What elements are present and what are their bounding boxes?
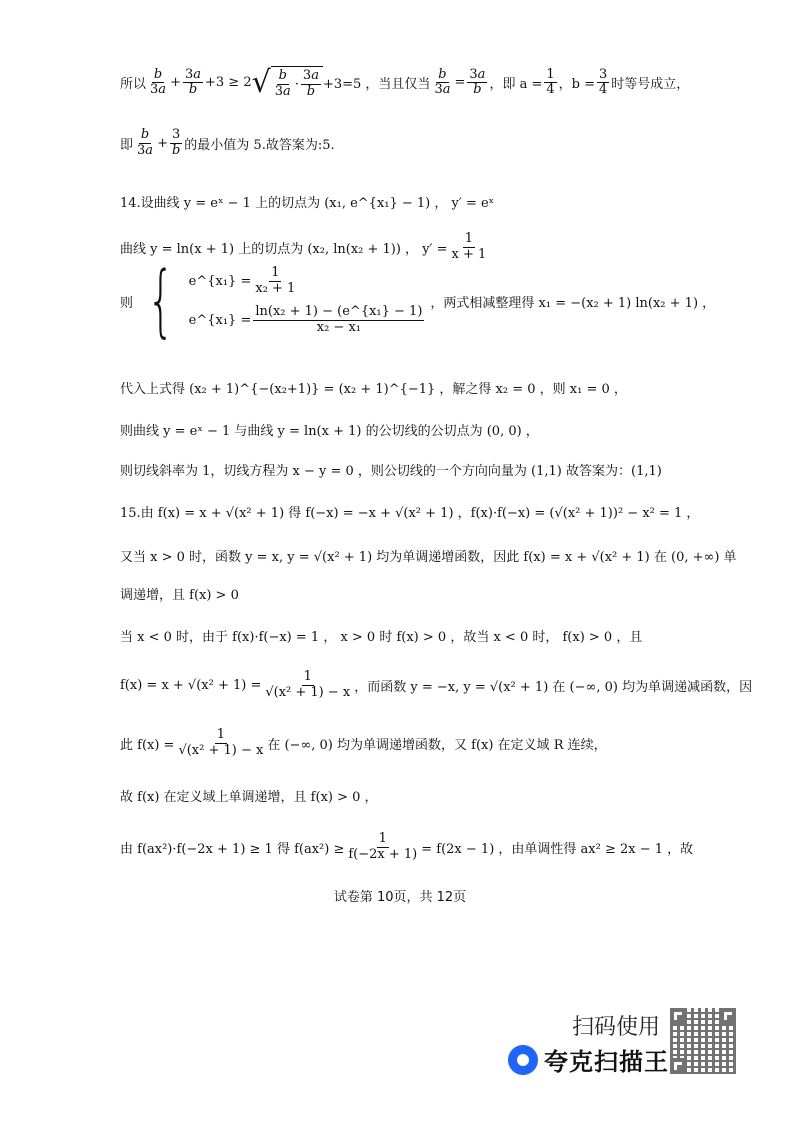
- fraction: $\frac{b}{3a}$: [434, 66, 451, 98]
- solution-line-12: 当 x < 0 时，由于 f(x)·f(−x) = 1 ， x > 0 时 f(x) > 0 ，故当 x < 0 时， f(x) > 0 ，且: [120, 630, 643, 645]
- fraction: $\frac{1}{\text{√(x² + 1) − x}}$: [265, 669, 351, 700]
- qr-code-icon: [670, 1008, 736, 1074]
- text: 时等号成立，: [611, 77, 690, 93]
- fraction: $\frac{3}{b}$: [171, 127, 181, 158]
- text: 则: [120, 295, 134, 311]
- text: ，b =: [558, 77, 595, 93]
- solution-line-7: 则曲线 y = eˣ − 1 与曲线 y = ln(x + 1) 的公切线的公切点为 (0, 0) ，: [120, 424, 539, 439]
- text: +3 ≥ 2: [205, 75, 252, 91]
- scanner-brand: [508, 1042, 669, 1077]
- text: f(x) = x + √(x² + 1) =: [120, 677, 262, 693]
- text: e^{x₁} =: [188, 274, 252, 290]
- scan-label: 扫码使用: [572, 1015, 661, 1040]
- solution-line-6: 代入上式得 (x₂ + 1)^{−(x₂+1)} = (x₂ + 1)^{−1} ，解之得 x₂ = 0 ，则 x₁ = 0 ，: [120, 382, 627, 397]
- left-brace: {: [147, 256, 175, 346]
- solution-line-16: [120, 832, 700, 863]
- solution-line-10: 又当 x > 0 时，函数 y = x, y = √(x² + 1) 均为单调递增函数，因此 f(x) = x + √(x² + 1) 在 (0, +∞) 单: [120, 550, 737, 565]
- solution-line-11: 调递增，且 f(x) > 0: [120, 588, 239, 603]
- text: 即: [120, 137, 134, 153]
- text: 曲线 y = ln(x + 1) 上的切点为 (x₂, ln(x₂ + 1)) ， y′ =: [120, 241, 448, 257]
- solution-line-14: [120, 728, 700, 759]
- text: 所以: [120, 77, 147, 93]
- page-footer: 试卷第 10页，共 12页: [333, 890, 467, 905]
- fraction: $\frac{1}{4}$: [546, 66, 555, 98]
- fraction: $\frac{3a}{b}$: [469, 66, 486, 98]
- text: 由 f(ax²)·f(−2x + 1) ≥ 1 得 f(ax²) ≥: [120, 841, 345, 857]
- fraction: $\frac{b}{3a}$: [137, 127, 154, 158]
- fraction: $\frac{1}{f(-2x + 1)}$: [348, 831, 418, 862]
- equation-system: [120, 256, 716, 346]
- solution-line-15: 故 f(x) 在定义域上单调递增，且 f(x) > 0 ，: [120, 790, 378, 805]
- solution-line-2: 即 $\frac{b}{3a}$ + $\frac{3}{b}$ 的最小值为 5.故答案为:5.: [120, 127, 335, 158]
- solution-line-3: 14.设曲线 y = eˣ − 1 上的切点为 (x₁, e^{x₁} − 1) ， y′ = eˣ: [120, 196, 495, 211]
- solution-line-4: [120, 232, 700, 263]
- text: 的最小值为 5.故答案为:5.: [184, 137, 335, 153]
- fraction: $\frac{1}{\text{x₂ + 1}}$: [255, 265, 296, 297]
- fraction: $\frac{\text{ln(x₂ + 1) − (e\textasciicircum{}\{x₁\} − 1)}}{\text{x₂ − x₁}}$: [255, 304, 423, 335]
- text: ，而函数 y = −x, y = √(x² + 1) 在 (−∞, 0) 均为单调递减函数，因: [354, 679, 753, 695]
- fraction: $\frac{1}{\text{√(x² + 1) − x}}$: [178, 727, 264, 758]
- solution-line-1: 所以 $\frac{b}{3a}$ + $\frac{3a}{b}$ +3 ≥ 2 √ $\frac{b}{3a}$ · $\frac{3a}{b}$ +3=5 ，当且仅当 $\frac{b}{3a}$ = $\frac{3a}{b}$ ，即 a = $\frac{1}{4}$ ，b = $\frac{3}{4}$ 时等号成立，: [120, 64, 690, 100]
- text: = f(2x − 1) ，由单调性得 ax² ≥ 2x − 1 ，故: [421, 841, 694, 857]
- text: 此 f(x) =: [120, 737, 175, 753]
- fraction: $\frac{b}{3a}$: [150, 66, 167, 98]
- sqrt-expression: √ $\frac{b}{3a}$ · $\frac{3a}{b}$: [252, 66, 323, 100]
- scanner-logo-icon: [508, 1045, 538, 1075]
- text: 在 (−∞, 0) 均为单调递增函数，又 f(x) 在定义域 R 连续，: [267, 737, 607, 753]
- text: ，两式相减整理得 x₁ = −(x₂ + 1) ln(x₂ + 1) ，: [430, 295, 716, 311]
- text: e^{x₁} =: [188, 312, 252, 328]
- text: ，即 a =: [489, 77, 543, 93]
- fraction: $\frac{3}{4}$: [599, 66, 608, 98]
- brand-name: 夸克扫描王: [544, 1048, 669, 1076]
- solution-line-8: 则切线斜率为 1，切线方程为 x − y = 0 ，则公切线的一个方向向量为 (1,1) 故答案为：(1,1): [120, 464, 662, 479]
- fraction: $\frac{3a}{b}$: [184, 66, 202, 98]
- solution-line-13: [120, 669, 753, 701]
- solution-line-9: 15.由 f(x) = x + √(x² + 1) 得 f(−x) = −x + √(x² + 1) ，f(x)·f(−x) = (√(x² + 1))² − x² = 1 ，: [120, 506, 700, 521]
- text: +3=5 ，当且仅当: [322, 77, 431, 93]
- fraction: $\frac{1}{x + 1}$: [451, 231, 487, 262]
